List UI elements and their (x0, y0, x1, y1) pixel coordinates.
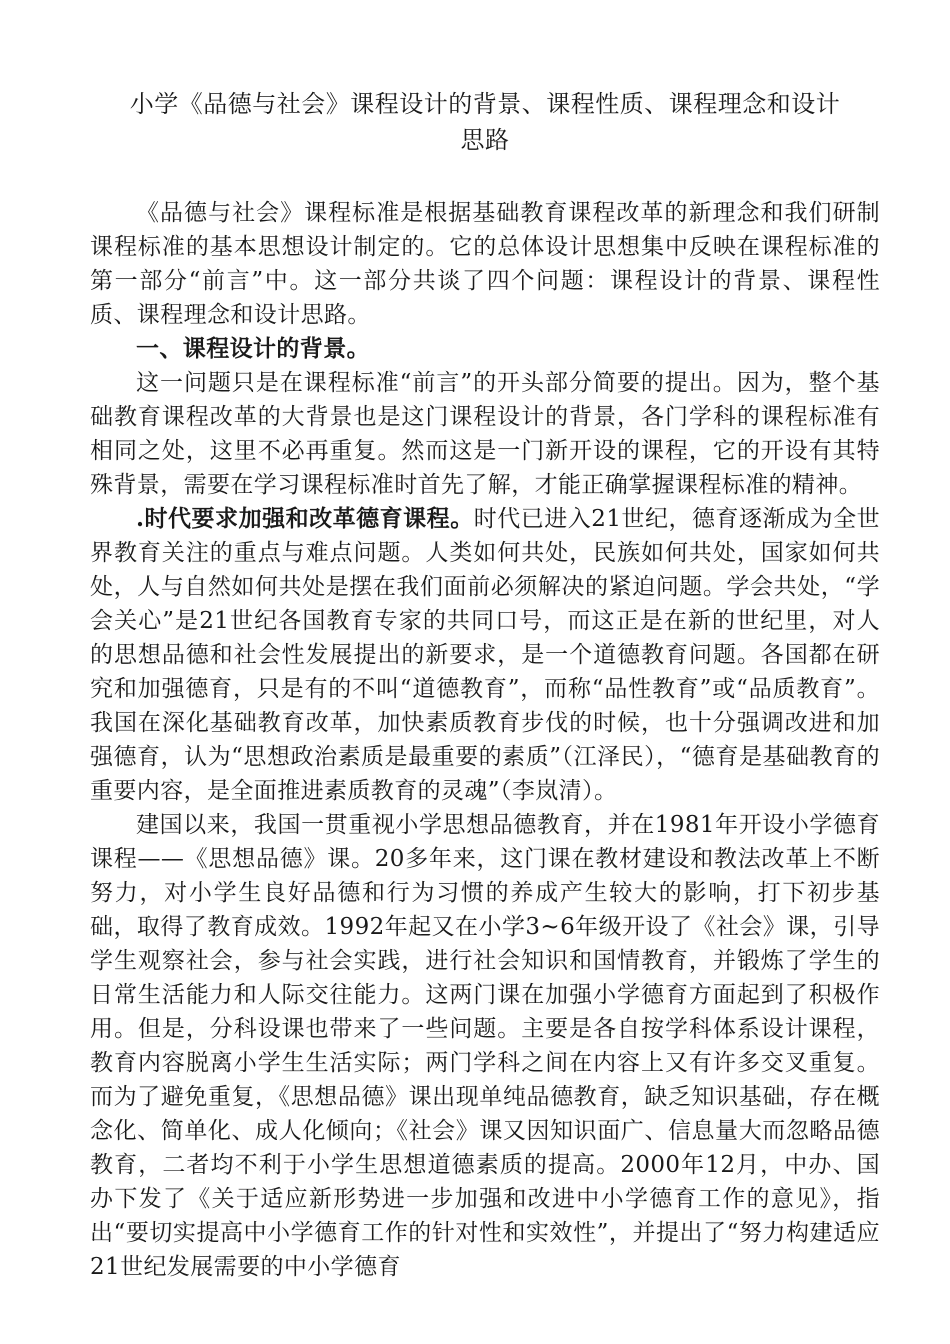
document-page (90, 86, 880, 1284)
paragraph-body: 时代已进入21世纪，德育逐渐成为全世界教育关注的重点与难点问题。人类如何共处，民族如何共处，国家如何共处，人与自然如何共处是摆在我们面前必须解决的紧迫问题。学会共处，“学会关心”是21世纪各国教育专家的共同口号，而这正是在新的世纪里，对人的思想品德和社会性发展提出的新要求，是一个道德教育问题。各国都在研究和加强德育，只是有的不叫“道德教育”，而称“品性教育”或“品质教育”。我国在深化基础教育改革，加快素质教育步伐的时候，也十分强调改进和加强德育，认为“思想政治素质是最重要的素质”（江泽民），“德育是基础教育的重要内容，是全面推进素质教育的灵魂”（李岚清）。 (90, 506, 880, 804)
paragraph-lead-bold: .时代要求加强和改革德育课程。 (136, 505, 474, 532)
title-line-1: 小学《品德与社会》课程设计的背景、课程性质、课程理念和设计 (129, 90, 841, 118)
section-1-heading: 一、课程设计的背景。 (136, 335, 370, 362)
document-title (90, 86, 880, 158)
section-1-paragraph-3: 建国以来，我国一贯重视小学思想品德教育，并在1981年开设小学德育课程——《思想品德》课。20多年来，这门课在教材建设和教法改革上不断努力，对小学生良好品德和行为习惯的养成产生较大的影响，打下初步基础，取得了教育成效。1992年起又在小学3~6年级开设了《社会》课，引导学生观察社会，参与社会实践，进行社会知识和国情教育，并锻炼了学生的日常生活能力和人际交往能力。这两门课在加强小学德育方面起到了积极作用。但是，分科设课也带来了一些问题。主要是各自按学科体系设计课程，教育内容脱离小学生生活实际；两门学科之间在内容上又有许多交叉重复。而为了避免重复，《思想品德》课出现单纯品德教育，缺乏知识基础，存在概念化、简单化、成人化倾向；《社会》课又因知识面广、信息量大而忽略品德教育，二者均不利于小学生思想道德素质的提高。2000年12月，中办、国办下发了《关于适应新形势进一步加强和改进中小学德育工作的意见》，指出“要切实提高中小学德育工作的针对性和实效性”，并提出了“努力构建适应21世纪发展需要的中小学德育 (90, 812, 880, 1280)
section-1-paragraph-2 (90, 502, 880, 808)
intro-paragraph: 《品德与社会》课程标准是根据基础教育课程改革的新理念和我们研制课程标准的基本思想设计制定的。它的总体设计思想集中反映在课程标准的第一部分“前言”中。这一部分共谈了四个问题：课程设计的背景、课程性质、课程理念和设计思路。 (90, 200, 880, 328)
title-line-2: 思路 (460, 126, 510, 154)
title-spacer (90, 158, 880, 196)
section-1-paragraph-1: 这一问题只是在课程标准“前言”的开头部分简要的提出。因为，整个基础教育课程改革的大背景也是这门课程设计的背景，各门学科的课程标准有相同之处，这里不必再重复。然而这是一门新开设的课程，它的开设有其特殊背景，需要在学习课程标准时首先了解，才能正确掌握课程标准的精神。 (90, 370, 880, 498)
